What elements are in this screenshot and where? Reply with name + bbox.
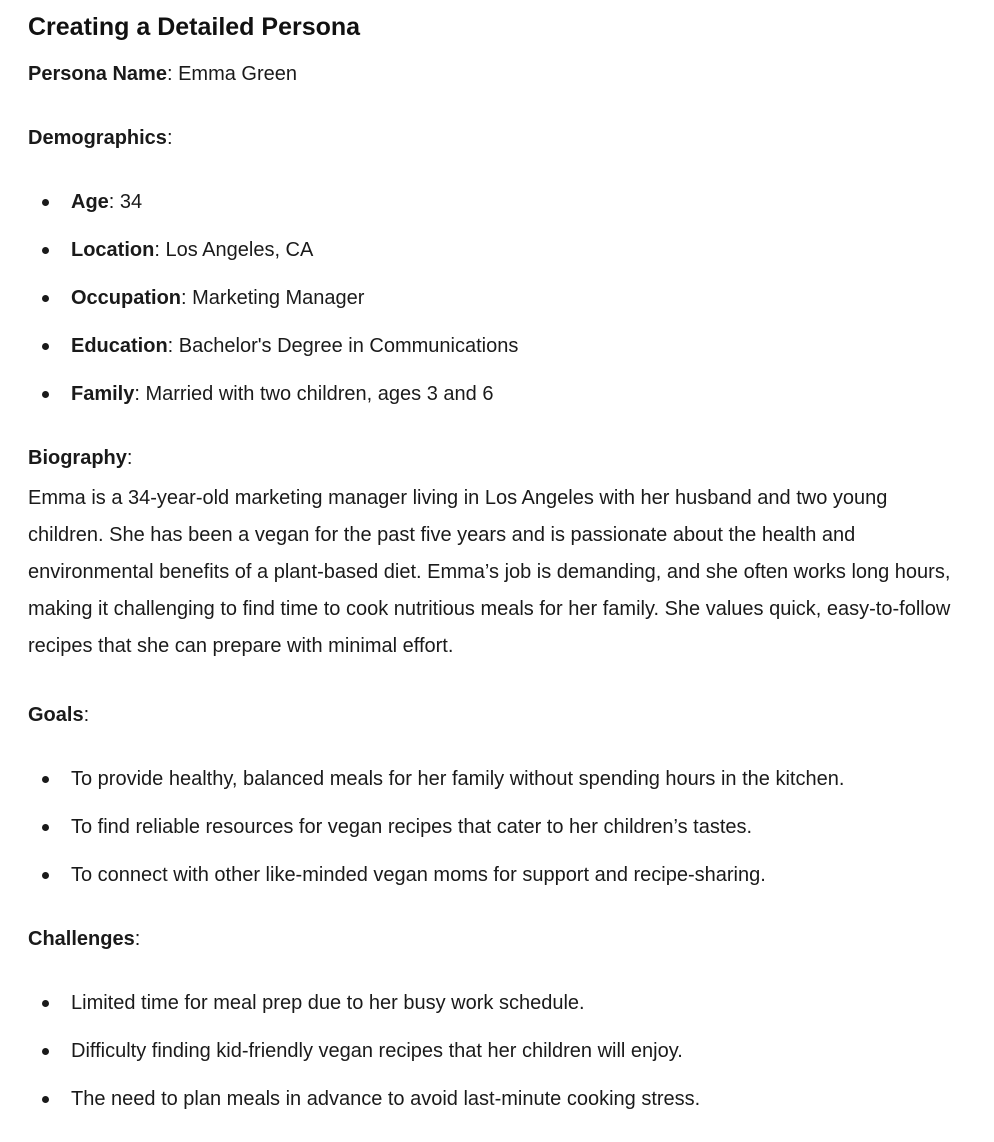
goals-heading: Goals:	[28, 704, 90, 726]
bullet-icon	[42, 391, 49, 398]
page-title: Creating a Detailed Persona	[28, 13, 361, 41]
list-item: Difficulty finding kid-friendly vegan recipes that her children will enjoy.	[28, 1037, 966, 1065]
bullet-icon	[42, 1096, 49, 1103]
demographics-list	[28, 188, 966, 408]
bullet-icon	[42, 247, 49, 254]
list-item: Age: 34	[28, 188, 966, 216]
bullet-icon	[42, 343, 49, 350]
bullet-icon	[42, 295, 49, 302]
challenges-heading: Challenges:	[28, 928, 141, 950]
biography-heading: Biography:	[28, 447, 133, 469]
persona-name-value: Emma Green	[178, 63, 298, 85]
demographics-heading: Demographics:	[28, 127, 173, 149]
persona-name-line: Persona Name: Emma Green	[28, 63, 298, 85]
list-item: Location: Los Angeles, CA	[28, 236, 966, 264]
list-item: Education: Bachelor's Degree in Communications	[28, 332, 966, 360]
list-item: Family: Married with two children, ages 3 and 6	[28, 380, 966, 408]
bullet-icon	[42, 872, 49, 879]
persona-name-label: Persona Name	[28, 63, 167, 85]
bullet-icon	[42, 1000, 49, 1007]
goals-list	[28, 765, 966, 889]
bullet-icon	[42, 824, 49, 831]
list-item: To provide healthy, balanced meals for her family without spending hours in the kitchen.	[28, 765, 966, 793]
list-item: Limited time for meal prep due to her busy work schedule.	[28, 989, 966, 1017]
biography-text: Emma is a 34-year-old marketing manager living in Los Angeles with her husband and two young children. She has been a vegan for the past five years and is passionate about the health and environmental benefits of a plant-based diet. Emma’s job is demanding, and she often works long hours, making it challenging to find time to cook nutritious meals for her family. She values quick, easy-to-follow recipes that she can prepare with minimal effort.	[28, 487, 951, 657]
list-item: To find reliable resources for vegan recipes that cater to her children’s tastes.	[28, 813, 966, 841]
challenges-list	[28, 989, 966, 1113]
list-item: To connect with other like-minded vegan moms for support and recipe-sharing.	[28, 861, 966, 889]
bullet-icon	[42, 1048, 49, 1055]
bullet-icon	[42, 776, 49, 783]
list-item: Occupation: Marketing Manager	[28, 284, 966, 312]
list-item: The need to plan meals in advance to avoid last-minute cooking stress.	[28, 1085, 966, 1113]
bullet-icon	[42, 199, 49, 206]
